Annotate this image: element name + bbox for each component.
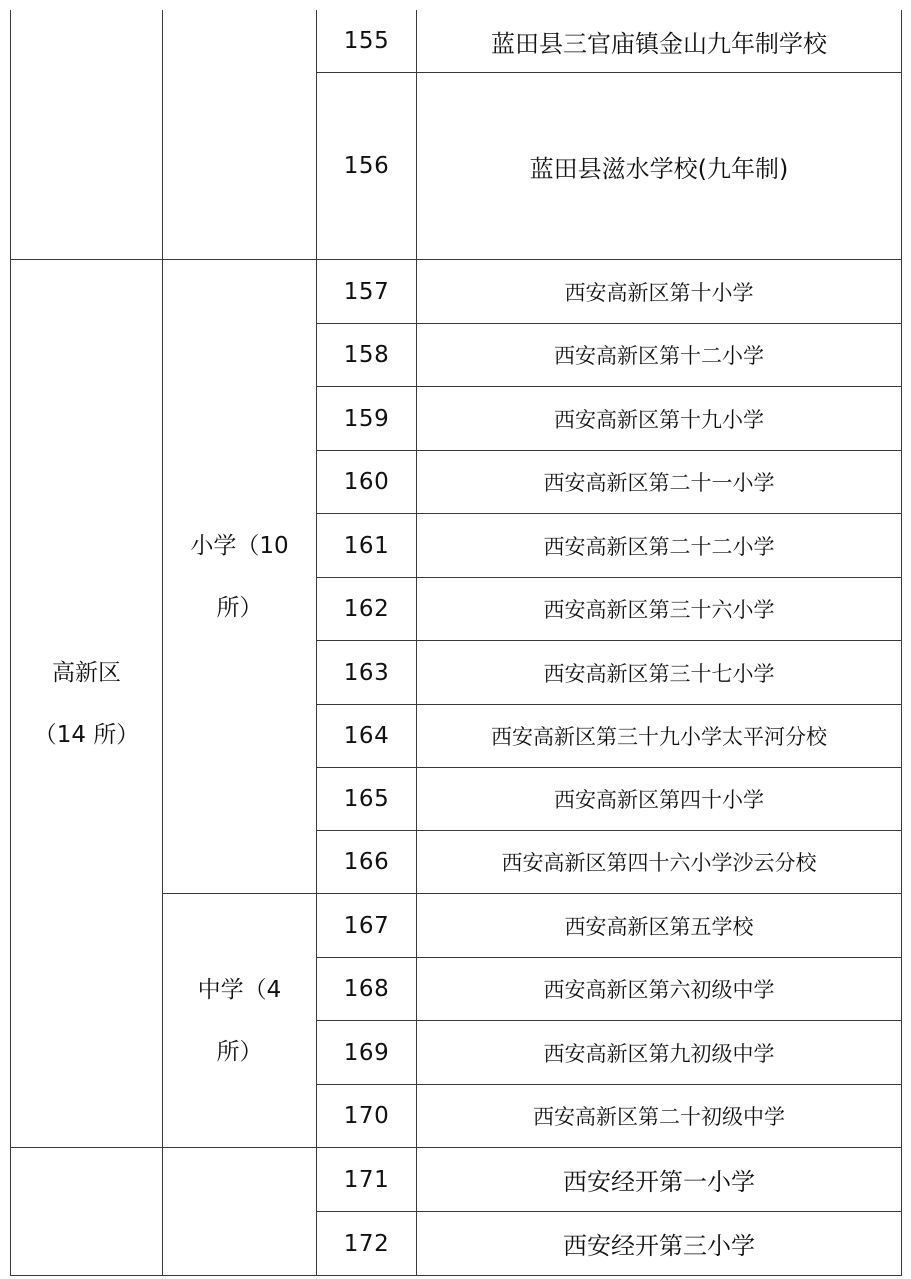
district-cell (11, 260, 162, 1147)
group-label: 所） (216, 594, 263, 621)
school-name: 西安高新区第十小学 (564, 280, 754, 305)
school-name: 西安高新区第四十小学 (554, 788, 764, 812)
school-name: 西安经开第一小学 (563, 1168, 755, 1196)
row-number: 165 (343, 786, 390, 812)
district-name: 高新区 (52, 659, 121, 686)
row-number: 161 (343, 532, 390, 559)
row-number: 164 (343, 723, 390, 749)
school-name: 西安高新区第四十六小学沙云分校 (501, 851, 817, 875)
school-name: 西安高新区第三十九小学太平河分校 (491, 725, 827, 749)
school-name: 西安高新区第五学校 (564, 914, 754, 939)
row-number: 171 (343, 1166, 390, 1193)
row-number: 172 (343, 1230, 390, 1257)
grid-line (901, 10, 902, 1276)
school-name: 西安高新区第二十初级中学 (533, 1105, 785, 1129)
row-number: 166 (343, 849, 390, 875)
school-name: 西安高新区第三十六小学 (543, 598, 775, 622)
row-number: 169 (343, 1039, 390, 1066)
district-count: （14 所） (33, 721, 140, 748)
row-number: 163 (343, 659, 390, 686)
row-number: 167 (343, 912, 390, 939)
row-number: 156 (343, 153, 390, 179)
grid-line (10, 1275, 902, 1276)
group-label: 所） (216, 1038, 263, 1065)
group-label: 小学（10 (190, 532, 289, 559)
row-number: 159 (343, 405, 390, 432)
school-name: 蓝田县滋水学校(九年制) (529, 154, 789, 183)
row-number: 158 (343, 342, 390, 368)
row-number: 168 (343, 976, 390, 1002)
row-number: 170 (343, 1103, 390, 1129)
row-number: 157 (343, 278, 390, 305)
row-number: 155 (343, 28, 390, 54)
school-name: 西安高新区第九初级中学 (543, 1041, 775, 1066)
group-cell (163, 894, 316, 1147)
school-name: 西安高新区第六初级中学 (543, 978, 775, 1002)
row-number: 160 (343, 469, 390, 495)
school-name: 西安经开第三小学 (563, 1232, 755, 1260)
school-name: 西安高新区第十二小学 (554, 344, 764, 368)
school-name: 西安高新区第十九小学 (554, 407, 764, 432)
row-number: 162 (343, 596, 390, 622)
school-name: 西安高新区第二十一小学 (543, 471, 775, 495)
group-cell (163, 260, 316, 893)
group-label: 中学（4 (197, 976, 282, 1003)
school-name: 西安高新区第二十二小学 (543, 534, 775, 559)
school-name: 西安高新区第三十七小学 (543, 661, 775, 686)
school-name: 蓝田县三官庙镇金山九年制学校 (491, 29, 827, 58)
